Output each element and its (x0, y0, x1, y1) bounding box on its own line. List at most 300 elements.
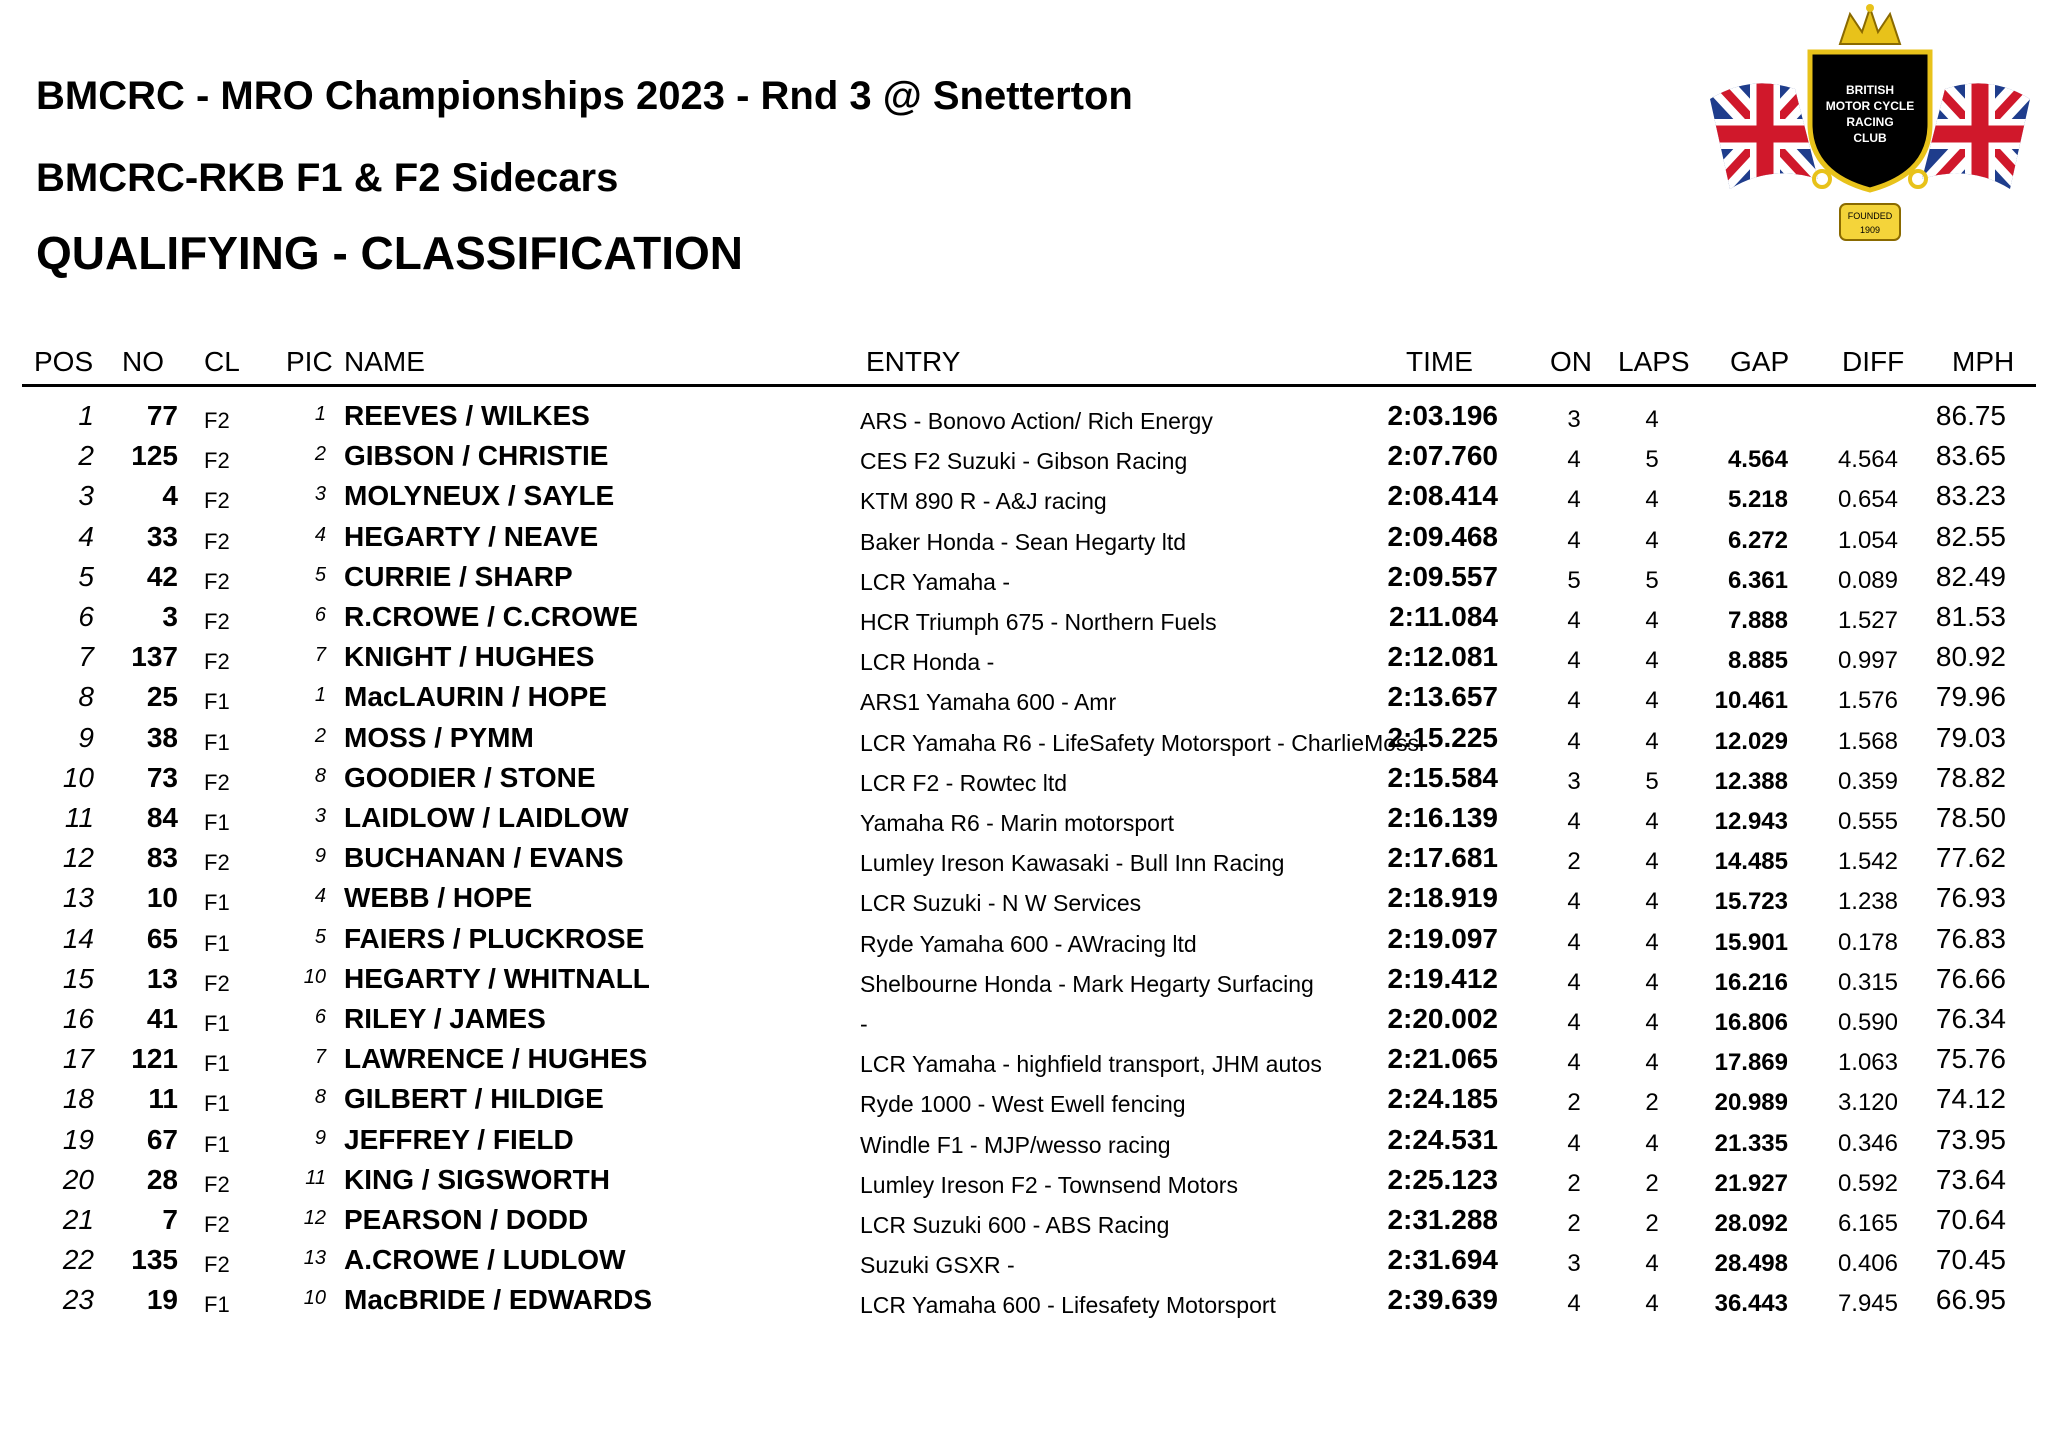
cell-diff: 0.590 (1837, 1009, 1898, 1036)
cell-on: 3 (1567, 767, 1581, 795)
cell-mph: 86.75 (1935, 400, 2006, 431)
cell-entry: Baker Honda - Sean Hegarty ltd (860, 528, 1187, 555)
cell-name: RILEY / JAMES (344, 1003, 546, 1034)
cell-pos: 19 (62, 1123, 94, 1155)
cell-gap: 20.989 (1714, 1089, 1788, 1117)
cell-pic: 8 (314, 1086, 326, 1109)
cell-gap: 14.485 (1714, 848, 1788, 876)
cell-entry: LCR Yamaha 600 - Lifesafety Motorsport (860, 1292, 1276, 1319)
cell-cl: F2 (204, 1212, 230, 1237)
table-row (0, 722, 2048, 762)
cell-cl: F2 (204, 970, 230, 996)
table-row (0, 480, 2048, 520)
table-row (0, 762, 2048, 802)
table-row (0, 1164, 2048, 1204)
cell-cl: F1 (204, 810, 230, 835)
cell-on: 4 (1567, 526, 1581, 554)
svg-text:RACING: RACING (1846, 115, 1894, 129)
cell-mph: 81.53 (1935, 601, 2006, 632)
cell-no: 4 (162, 480, 178, 512)
cell-no: 135 (131, 1244, 178, 1276)
cell-diff: 1.568 (1837, 727, 1898, 755)
cell-time: 2:07.760 (1387, 440, 1498, 472)
cell-on: 4 (1567, 687, 1581, 715)
table-row (0, 400, 2048, 440)
cell-no: 41 (146, 1003, 178, 1034)
cell-no: 3 (162, 601, 178, 632)
cell-mph: 70.45 (1935, 1244, 2006, 1276)
cell-pos: 6 (78, 601, 94, 632)
cell-mph: 76.83 (1935, 922, 2006, 954)
cell-on: 4 (1567, 1049, 1581, 1077)
cell-name: HEGARTY / NEAVE (344, 520, 599, 552)
cell-time: 2:31.288 (1387, 1204, 1498, 1235)
cell-cl: F2 (204, 1252, 230, 1278)
cell-entry: LCR F2 - Rowtec ltd (860, 769, 1068, 796)
table-row (0, 1083, 2048, 1123)
cell-name: WEBB / HOPE (344, 882, 533, 914)
cell-pos: 20 (62, 1163, 94, 1195)
cell-no: 73 (146, 761, 178, 793)
cell-cl: F1 (204, 1131, 230, 1157)
cell-laps: 5 (1645, 566, 1659, 594)
cell-pos: 5 (78, 560, 94, 592)
cell-mph: 79.03 (1935, 721, 2006, 753)
cell-pos: 23 (62, 1284, 94, 1316)
cell-mph: 73.95 (1935, 1123, 2006, 1155)
cell-cl: F1 (204, 1292, 230, 1318)
cell-time: 2:20.002 (1387, 1003, 1498, 1034)
cell-entry: LCR Suzuki 600 - ABS Racing (860, 1212, 1170, 1238)
cell-pic: 3 (314, 805, 326, 827)
cell-laps: 5 (1645, 767, 1659, 795)
cell-pos: 2 (78, 440, 94, 472)
table-row (0, 681, 2048, 721)
cell-on: 4 (1567, 1290, 1581, 1318)
cell-name: MacBRIDE / EDWARDS (344, 1284, 653, 1316)
cell-gap: 7.888 (1727, 607, 1788, 634)
cell-name: JEFFREY / FIELD (344, 1123, 574, 1155)
cell-laps: 4 (1645, 968, 1659, 996)
cell-cl: F2 (204, 488, 230, 514)
cell-mph: 78.50 (1935, 802, 2006, 833)
cell-cl: F2 (204, 448, 230, 474)
cell-laps: 4 (1645, 1009, 1659, 1036)
cell-cl: F2 (204, 769, 230, 795)
cell-pic: 3 (314, 483, 326, 506)
cell-diff: 0.089 (1837, 566, 1898, 594)
cell-pos: 11 (64, 802, 94, 833)
cell-laps: 4 (1645, 888, 1659, 916)
cell-entry: Shelbourne Honda - Mark Hegarty Surfacing (860, 970, 1314, 997)
table-row (0, 923, 2048, 963)
cell-gap: 12.029 (1714, 727, 1788, 755)
table-row (0, 601, 2048, 641)
cell-laps: 4 (1645, 1290, 1659, 1318)
cell-gap: 5.218 (1727, 486, 1788, 514)
cell-laps: 4 (1645, 406, 1659, 433)
cell-entry: Ryde 1000 - West Ewell fencing (860, 1091, 1186, 1118)
cell-time: 2:09.468 (1387, 520, 1498, 552)
cell-on: 3 (1567, 1250, 1581, 1278)
cell-pos: 8 (78, 681, 94, 713)
table-row (0, 641, 2048, 681)
cell-time: 2:19.412 (1387, 962, 1498, 994)
cell-pic: 7 (314, 644, 326, 667)
cell-on: 2 (1567, 1089, 1581, 1117)
cell-cl: F2 (204, 850, 230, 876)
cell-laps: 4 (1645, 526, 1659, 554)
cell-mph: 73.64 (1935, 1163, 2006, 1195)
cell-name: KNIGHT / HUGHES (344, 641, 595, 673)
cell-pic: 10 (303, 1287, 326, 1310)
cell-no: 38 (146, 721, 178, 753)
cell-on: 2 (1567, 1169, 1581, 1197)
col-gap: GAP (1730, 346, 1790, 377)
cell-diff: 3.120 (1837, 1089, 1898, 1117)
cell-no: 25 (146, 681, 178, 713)
cell-time: 2:09.557 (1387, 560, 1498, 592)
cell-on: 4 (1567, 727, 1581, 755)
cell-mph: 76.66 (1935, 962, 2006, 994)
col-pos: POS (34, 346, 94, 377)
union-flag-right-icon (1915, 64, 2045, 204)
cell-pos: 17 (62, 1043, 94, 1075)
cell-pic: 10 (303, 965, 326, 988)
table-row (0, 1043, 2048, 1083)
cell-time: 2:16.139 (1387, 802, 1498, 833)
cell-no: 137 (131, 641, 178, 673)
session-title: QUALIFYING - CLASSIFICATION (36, 227, 744, 279)
svg-text:FOUNDED: FOUNDED (1847, 211, 1893, 221)
championship-title: BMCRC - MRO Championships 2023 - Rnd 3 @ Snetterton (36, 74, 1133, 118)
cell-no: 125 (131, 440, 178, 472)
cell-name: KING / SIGSWORTH (344, 1163, 610, 1195)
table-row (0, 1204, 2048, 1244)
cell-laps: 4 (1645, 607, 1659, 634)
cell-entry: HCR Triumph 675 - Northern Fuels (860, 609, 1217, 635)
cell-pic: 2 (314, 724, 326, 747)
cell-on: 4 (1567, 888, 1581, 916)
cell-gap: 16.806 (1714, 1009, 1788, 1036)
cell-no: 67 (146, 1123, 178, 1155)
cell-time: 2:08.414 (1387, 480, 1498, 512)
cell-pos: 1 (78, 400, 94, 431)
cell-time: 2:21.065 (1387, 1043, 1498, 1075)
cell-gap: 21.335 (1714, 1129, 1788, 1157)
cell-cl: F2 (204, 609, 230, 634)
cell-cl: F2 (204, 528, 230, 554)
cell-time: 2:39.639 (1387, 1284, 1498, 1316)
cell-on: 4 (1567, 647, 1581, 675)
cell-mph: 76.34 (1935, 1003, 2006, 1034)
cell-diff: 7.945 (1837, 1290, 1898, 1318)
cell-entry: LCR Suzuki - N W Services (860, 890, 1142, 917)
cell-time: 2:31.694 (1387, 1244, 1498, 1276)
cell-pos: 16 (62, 1003, 94, 1034)
cell-laps: 2 (1645, 1210, 1659, 1237)
cell-gap: 10.461 (1714, 687, 1788, 715)
cell-laps: 4 (1645, 928, 1659, 956)
cell-time: 2:03.196 (1387, 400, 1498, 431)
table-row (0, 802, 2048, 842)
cell-on: 3 (1567, 406, 1581, 433)
table-row (0, 521, 2048, 561)
cell-pic: 4 (314, 523, 326, 546)
cell-name: GIBSON / CHRISTIE (344, 440, 609, 472)
cell-gap: 15.901 (1714, 928, 1788, 956)
cell-diff: 0.406 (1837, 1250, 1898, 1278)
cell-on: 4 (1567, 1009, 1581, 1036)
cell-on: 4 (1567, 486, 1581, 514)
cell-laps: 4 (1645, 1049, 1659, 1077)
cell-entry: Suzuki GSXR - (860, 1252, 1015, 1279)
cell-diff: 1.576 (1837, 687, 1898, 715)
cell-mph: 83.65 (1935, 440, 2006, 472)
cell-no: 10 (146, 882, 178, 914)
table-row (0, 882, 2048, 922)
cell-laps: 2 (1645, 1089, 1659, 1117)
cell-entry: KTM 890 R - A&J racing (860, 488, 1107, 515)
cell-mph: 75.76 (1935, 1043, 2006, 1075)
cell-entry: ARS1 Yamaha 600 - Amr (860, 689, 1117, 716)
cell-pic: 13 (303, 1247, 326, 1270)
cell-gap: 6.361 (1727, 566, 1788, 594)
cell-pos: 18 (62, 1083, 94, 1115)
cell-time: 2:11.084 (1389, 601, 1498, 632)
cell-laps: 4 (1645, 848, 1659, 876)
cell-mph: 74.12 (1935, 1083, 2006, 1115)
cell-entry: CES F2 Suzuki - Gibson Racing (860, 448, 1188, 475)
svg-text:1909: 1909 (1859, 225, 1881, 235)
header-divider (22, 384, 2036, 387)
table-row (0, 1003, 2048, 1043)
svg-text:BRITISH: BRITISH (1846, 83, 1894, 97)
cell-diff: 0.178 (1837, 928, 1898, 956)
cell-laps: 4 (1645, 1129, 1659, 1157)
table-row (0, 1124, 2048, 1164)
col-no: NO (122, 346, 164, 377)
cell-laps: 4 (1645, 1250, 1659, 1278)
cell-no: 7 (162, 1204, 178, 1235)
cell-time: 2:24.185 (1387, 1083, 1498, 1115)
cell-name: MacLAURIN / HOPE (344, 681, 607, 713)
cell-diff: 0.359 (1837, 767, 1898, 795)
cell-time: 2:12.081 (1387, 641, 1498, 673)
cell-no: 33 (146, 520, 178, 552)
cell-no: 19 (146, 1284, 178, 1316)
cell-laps: 4 (1645, 647, 1659, 675)
cell-pic: 12 (303, 1207, 326, 1229)
cell-laps: 4 (1645, 727, 1659, 755)
cell-cl: F2 (204, 408, 230, 433)
cell-diff: 1.542 (1837, 848, 1898, 876)
cell-mph: 82.55 (1935, 520, 2006, 552)
cell-mph: 76.93 (1935, 882, 2006, 914)
cell-pos: 7 (78, 641, 94, 673)
cell-gap: 28.092 (1714, 1210, 1788, 1237)
cell-mph: 83.23 (1935, 480, 2006, 512)
cell-entry: Yamaha R6 - Marin motorsport (860, 810, 1175, 836)
cell-cl: F1 (204, 729, 230, 755)
cell-name: REEVES / WILKES (344, 400, 590, 431)
cell-name: MOSS / PYMM (344, 721, 534, 753)
cell-entry: - (860, 1011, 868, 1037)
col-name: NAME (344, 346, 425, 377)
cell-pos: 14 (62, 922, 94, 954)
cell-pic: 2 (314, 443, 326, 466)
cell-entry: LCR Yamaha - highfield transport, JHM autos (860, 1051, 1322, 1078)
cell-no: 42 (146, 560, 178, 592)
col-pic: PIC (286, 346, 333, 377)
table-row (0, 963, 2048, 1003)
cell-gap: 15.723 (1714, 888, 1788, 916)
cell-name: MOLYNEUX / SAYLE (344, 480, 615, 512)
cell-gap: 6.272 (1727, 526, 1788, 554)
col-entry: ENTRY (866, 346, 961, 377)
cell-time: 2:17.681 (1387, 842, 1498, 874)
cell-name: HEGARTY / WHITNALL (344, 962, 650, 994)
cell-no: 121 (131, 1043, 178, 1075)
col-cl: CL (204, 346, 240, 377)
cell-mph: 78.82 (1935, 761, 2006, 793)
cell-pos: 12 (62, 842, 94, 874)
cell-pos: 10 (62, 761, 94, 793)
cell-gap: 28.498 (1714, 1250, 1788, 1278)
cell-pos: 3 (78, 480, 94, 512)
cell-no: 65 (146, 922, 178, 954)
cell-name: A.CROWE / LUDLOW (344, 1244, 626, 1276)
cell-diff: 6.165 (1837, 1210, 1898, 1237)
cell-pos: 13 (62, 882, 94, 914)
cell-cl: F1 (204, 930, 230, 956)
cell-pic: 9 (314, 1126, 326, 1149)
cell-name: GOODIER / STONE (344, 761, 596, 793)
cell-diff: 0.346 (1837, 1129, 1898, 1157)
cell-cl: F2 (204, 568, 230, 594)
cell-mph: 79.96 (1935, 681, 2006, 713)
cell-laps: 4 (1645, 486, 1659, 514)
cell-cl: F1 (204, 1011, 230, 1036)
cell-pos: 22 (62, 1244, 94, 1276)
cell-pic: 1 (314, 684, 326, 707)
cell-no: 11 (148, 1083, 178, 1115)
cell-diff: 4.564 (1837, 446, 1898, 474)
col-mph: MPH (1952, 346, 2015, 377)
cell-diff: 1.527 (1837, 607, 1898, 634)
cell-diff: 0.654 (1837, 486, 1898, 514)
cell-no: 84 (146, 802, 178, 833)
cell-on: 4 (1567, 1129, 1581, 1157)
cell-laps: 4 (1645, 687, 1659, 715)
cell-on: 4 (1567, 968, 1581, 996)
cell-pic: 6 (314, 604, 326, 626)
crown-icon (1840, 4, 1900, 44)
cell-gap: 4.564 (1727, 446, 1788, 474)
cell-entry: LCR Yamaha R6 - LifeSafety Motorsport - CharlieMossl (860, 729, 1425, 756)
table-row (0, 1284, 2048, 1324)
cell-entry: Lumley Ireson Kawasaki - Bull Inn Racing (860, 850, 1285, 877)
cell-no: 77 (146, 400, 178, 431)
cell-mph: 77.62 (1935, 842, 2006, 874)
cell-gap: 16.216 (1714, 968, 1788, 996)
table-row (0, 1244, 2048, 1284)
cell-cl: F2 (204, 1171, 230, 1197)
cell-cl: F1 (204, 1091, 230, 1117)
cell-pic: 9 (314, 845, 326, 868)
cell-gap: 21.927 (1714, 1169, 1788, 1197)
cell-entry: LCR Honda - (860, 649, 995, 676)
cell-name: LAWRENCE / HUGHES (344, 1043, 648, 1075)
cell-pic: 8 (314, 764, 326, 787)
cell-mph: 80.92 (1935, 641, 2006, 673)
cell-pic: 5 (314, 925, 326, 948)
cell-diff: 1.054 (1837, 526, 1898, 554)
cell-gap: 8.885 (1727, 647, 1788, 675)
cell-time: 2:25.123 (1387, 1163, 1498, 1195)
cell-mph: 66.95 (1935, 1284, 2006, 1316)
cell-mph: 82.49 (1935, 560, 2006, 592)
cell-diff: 0.592 (1837, 1169, 1898, 1197)
cell-gap: 17.869 (1714, 1049, 1788, 1077)
cell-time: 2:24.531 (1387, 1123, 1498, 1155)
cell-pic: 7 (314, 1046, 326, 1069)
cell-on: 4 (1567, 607, 1581, 634)
cell-pic: 4 (314, 885, 326, 908)
col-on: ON (1550, 346, 1592, 377)
col-time: TIME (1406, 346, 1473, 377)
cell-entry: Windle F1 - MJP/wesso racing (860, 1131, 1171, 1158)
cell-time: 2:13.657 (1387, 681, 1498, 713)
cell-time: 2:19.097 (1387, 922, 1498, 954)
cell-no: 28 (146, 1163, 178, 1195)
cell-entry: LCR Yamaha - (860, 568, 1010, 595)
cell-pic: 11 (305, 1166, 326, 1189)
cell-time: 2:15.584 (1387, 761, 1498, 793)
cell-pic: 5 (314, 563, 326, 586)
cell-gap: 12.943 (1714, 808, 1788, 835)
cell-no: 83 (146, 842, 178, 874)
cell-on: 2 (1567, 1210, 1581, 1237)
cell-laps: 5 (1645, 446, 1659, 474)
col-laps: LAPS (1618, 346, 1690, 377)
cell-laps: 4 (1645, 808, 1659, 835)
cell-pos: 4 (78, 520, 94, 552)
cell-name: PEARSON / DODD (344, 1204, 589, 1235)
svg-text:MOTOR CYCLE: MOTOR CYCLE (1825, 99, 1915, 113)
cell-diff: 0.315 (1837, 968, 1898, 996)
cell-gap: 12.388 (1714, 767, 1788, 795)
cell-laps: 2 (1645, 1169, 1659, 1197)
cell-cl: F1 (204, 689, 230, 715)
cell-pos: 9 (78, 721, 94, 753)
cell-gap: 36.443 (1714, 1290, 1788, 1318)
cell-on: 4 (1567, 928, 1581, 956)
cell-on: 5 (1567, 566, 1581, 594)
cell-name: BUCHANAN / EVANS (344, 842, 624, 874)
cell-pos: 15 (62, 962, 94, 994)
cell-entry: Lumley Ireson F2 - Townsend Motors (860, 1171, 1238, 1198)
cell-pic: 1 (314, 403, 326, 425)
bmcrc-logo (1700, 4, 2040, 254)
cell-diff: 1.238 (1837, 888, 1898, 916)
cell-cl: F1 (204, 1051, 230, 1077)
cell-entry: ARS - Bonovo Action/ Rich Energy (860, 408, 1213, 434)
cell-name: GILBERT / HILDIGE (344, 1083, 604, 1115)
cell-entry: Ryde Yamaha 600 - AWracing ltd (860, 930, 1197, 957)
cell-diff: 0.997 (1837, 647, 1898, 675)
cell-mph: 70.64 (1935, 1204, 2006, 1235)
